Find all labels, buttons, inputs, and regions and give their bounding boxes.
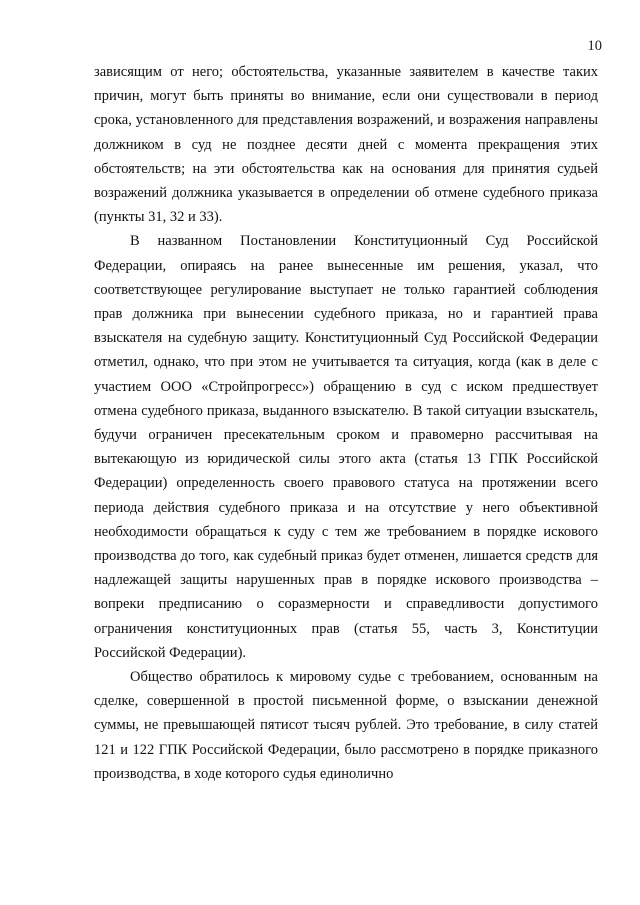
paragraph-3: Общество обратилось к мировому судье с требованием, основанным на сделке, совершенной в простой письменной форме, о взыскании денежной суммы, не превышающей пятисот тысяч рублей. Это требование, в силу статей 121 и 122 ГПК Российской Федерации, было рассмотрено в порядке приказного производства, в ходе которого судья единолично	[94, 669, 598, 782]
paragraph-1: зависящим от него; обстоятельства, указанные заявителем в качестве таких причин, могут быть приняты во внимание, если они существовали в период срока, установленного для представления возражений, и возражения направлены должником в суд не позднее десяти дней с момента прекращения этих обстоятельств; на эти обстоятельства как на основания для принятия судьей возражений должника указывается в определении об отмене судебного приказа (пункты 31, 32 и 33).	[94, 64, 598, 226]
document-body	[94, 60, 598, 786]
paragraph-2: В названном Постановлении Конституционный Суд Российской Федерации, опираясь на ранее вынесенные им решения, указал, что соответствующее регулирование выступает не только гарантией соблюдения прав должника при вынесении судебного приказа, но и гарантией права взыскателя на судебную защиту. Конституционный Суд Российской Федерации отметил, однако, что при этом не учитывается та ситуация, когда (как в деле с участием ООО «Стройпрогресс») обращению в суд с иском предшествует отмена судебного приказа, выданного взыскателю. В такой ситуации взыскатель, будучи ограничен пресекательным сроком и правомерно рассчитывая на вытекающую из юридической силы этого акта (статья 13 ГПК Российской Федерации) определенность своего правового статуса на протяжении всего периода действия судебного приказа и на отсутствие у него объективной необходимости обращаться к суду с тем же требованием в порядке искового производства до того, как судебный приказ будет отменен, лишается средств для надлежащей защиты нарушенных прав в порядке искового производства – вопреки предписанию о соразмерности и справедливости допустимого ограничения конституционных прав (статья 55, часть 3, Конституции Российской Федерации).	[94, 233, 598, 661]
page-number: 10	[587, 38, 602, 54]
